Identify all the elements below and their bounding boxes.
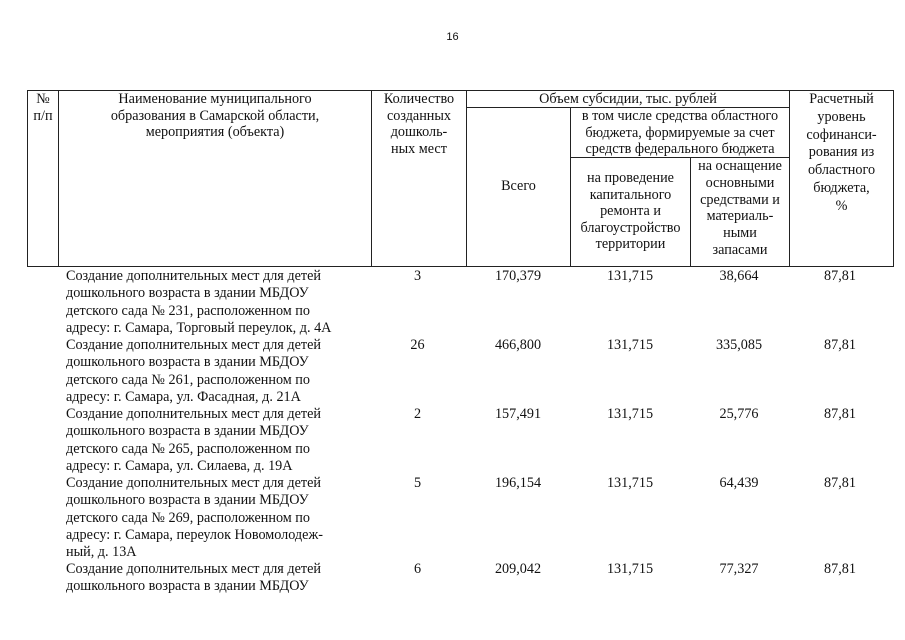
header-subsidy: Объем субсидии, тыс. рублей bbox=[539, 91, 717, 107]
row-repair: 131,715 bbox=[606, 337, 654, 353]
row-name: Создание дополнительных мест для детей дошкольного возраста в здании МБДОУ bbox=[66, 561, 321, 595]
row-equipment: 64,439 bbox=[719, 475, 759, 491]
row-repair: 131,715 bbox=[606, 268, 654, 284]
row-qty: 26 bbox=[410, 337, 425, 353]
header-total: Всего bbox=[501, 178, 536, 194]
row-qty: 6 bbox=[413, 561, 422, 577]
row-equipment: 77,327 bbox=[719, 561, 759, 577]
row-repair: 131,715 bbox=[606, 406, 654, 422]
row-total: 157,491 bbox=[494, 406, 542, 422]
row-equipment: 38,664 bbox=[719, 268, 759, 284]
row-level: 87,81 bbox=[824, 475, 856, 491]
header-level: Расчетный уровень софинанси- рования из областного бюджета, % bbox=[806, 91, 877, 214]
row-qty: 2 bbox=[413, 406, 422, 422]
row-equipment: 25,776 bbox=[719, 406, 759, 422]
row-equipment: 335,085 bbox=[715, 337, 763, 353]
header-name: Наименование муниципального образования в Самарской области, мероприятия (объекта) bbox=[110, 91, 320, 140]
row-name: Создание дополнительных мест для детей дошкольного возраста в здании МБДОУ детского сада № 261, расположенном по адресу: г. Самара, ул. Фасадная, д. 21А bbox=[66, 337, 321, 405]
row-name: Создание дополнительных мест для детей дошкольного возраста в здании МБДОУ детского сада № 231, расположенном по адресу: г. Самара, Торговый переулок, д. 4А bbox=[66, 268, 332, 336]
row-level: 87,81 bbox=[824, 561, 856, 577]
header-repair: на проведение капитального ремонта и благоустройство территории bbox=[580, 170, 681, 252]
row-repair: 131,715 bbox=[606, 561, 654, 577]
row-total: 466,800 bbox=[494, 337, 542, 353]
header-equipment: на оснащение основными средствами и материаль- ными запасами bbox=[698, 158, 782, 258]
row-level: 87,81 bbox=[824, 406, 856, 422]
row-total: 196,154 bbox=[494, 475, 542, 491]
header-num: № п/п bbox=[33, 91, 53, 124]
row-total: 209,042 bbox=[494, 561, 542, 577]
row-total: 170,379 bbox=[494, 268, 542, 284]
row-level: 87,81 bbox=[824, 268, 856, 284]
row-name: Создание дополнительных мест для детей дошкольного возраста в здании МБДОУ детского сада № 265, расположенном по адресу: г. Самара, ул. Силаева, д. 19А bbox=[66, 406, 321, 474]
row-qty: 5 bbox=[413, 475, 422, 491]
page-number: 16 bbox=[446, 31, 459, 43]
table-header-bottom bbox=[27, 266, 893, 267]
header-federal: в том числе средства областного бюджета, формируемые за счет средств федерального бюджета bbox=[581, 108, 779, 157]
table-right-border bbox=[893, 90, 894, 267]
header-qty: Количество созданных дошколь- ных мест bbox=[383, 91, 455, 157]
row-name: Создание дополнительных мест для детей дошкольного возраста в здании МБДОУ детского сада № 269, расположенном по адресу: г. Самара, переулок Новомолодеж- ный, д. 13А bbox=[66, 475, 323, 561]
row-repair: 131,715 bbox=[606, 475, 654, 491]
row-level: 87,81 bbox=[824, 337, 856, 353]
row-qty: 3 bbox=[413, 268, 422, 284]
